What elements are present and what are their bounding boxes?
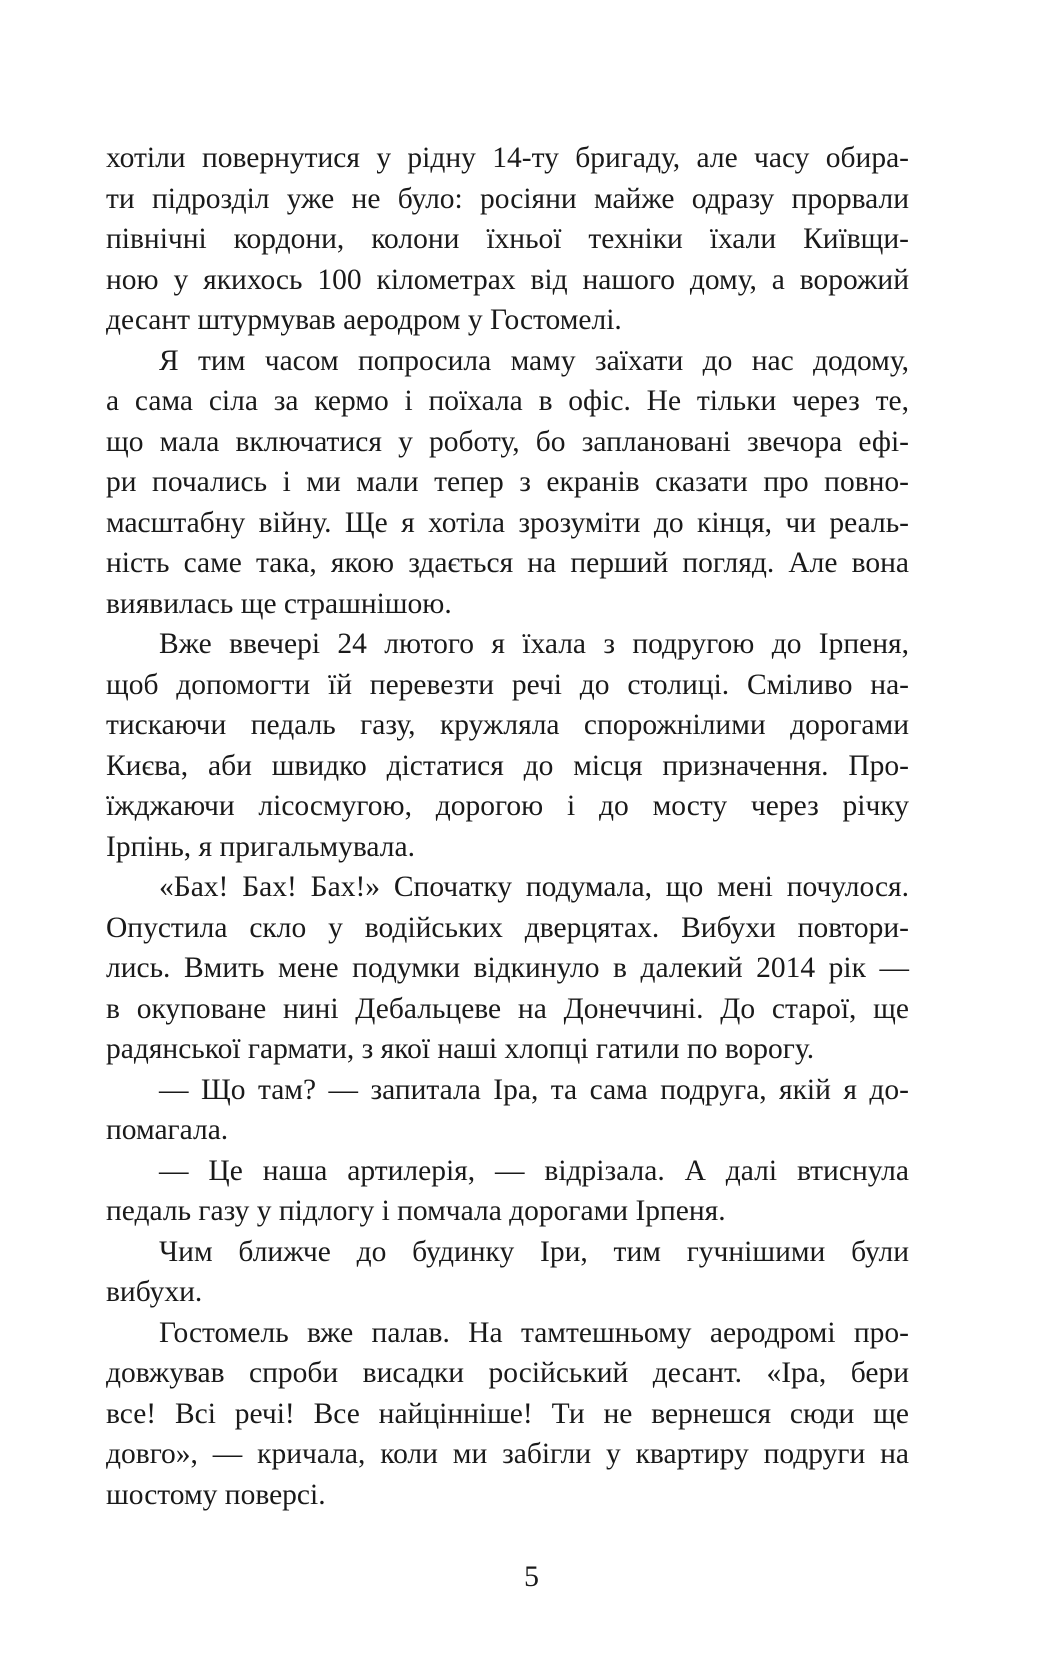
body-text <box>106 138 909 1515</box>
text-line: щоб допомогти їй перевезти речі до столиці. Сміливо на- <box>106 668 909 701</box>
text-line: Гостомель вже палав. На тамтешньому аеродромі про- <box>159 1316 909 1349</box>
text-line: Чим ближче до будинку Іри, тим гучнішими були <box>159 1235 909 1268</box>
text-line: Києва, аби швидко дістатися до місця призначення. Про- <box>106 749 909 782</box>
text-line: десант штурмував аеродром у Гостомелі. <box>106 304 622 336</box>
text-line: Ірпінь, я пригальмувала. <box>106 830 415 863</box>
page-number: 5 <box>524 1560 539 1593</box>
text-line: Опустила скло у водійських дверцятах. Вибухи повтори- <box>106 911 909 944</box>
text-line: шостому поверсі. <box>106 1478 326 1511</box>
text-line: педаль газу у підлогу і помчала дорогами Ірпеня. <box>106 1195 726 1227</box>
text-line: масштабну війну. Ще я хотіла зрозуміти до кінця, чи реаль- <box>106 506 909 539</box>
text-line: — Що там? — запитала Іра, та сама подруга, якій я до- <box>159 1073 909 1106</box>
text-line: їжджаючи лісосмугою, дорогою і до мосту через річку <box>106 790 909 822</box>
text-line: північні кордони, колони їхньої техніки їхали Київщи- <box>106 223 909 255</box>
text-line: Я тим часом попросила маму заїхати до нас додому, <box>159 344 909 377</box>
text-line: вибухи. <box>106 1276 203 1308</box>
text-line: виявилась ще страшнішою. <box>106 587 452 620</box>
text-line: «Бах! Бах! Бах!» Спочатку подумала, що мені почулося. <box>159 871 909 903</box>
text-line: довжував спроби висадки російський десант. «Іра, бери <box>106 1357 909 1389</box>
text-line: — Це наша артилерія, — відрізала. А далі втиснула <box>159 1154 909 1187</box>
text-line: ною у якихось 100 кілометрах від нашого дому, а ворожий <box>106 263 909 296</box>
text-line: тискаючи педаль газу, кружляла спорожнілими дорогами <box>106 709 909 741</box>
text-line: що мала включатися у роботу, бо заплановані звечора ефі- <box>106 425 909 458</box>
text-line: хотіли повернутися у рідну 14-ту бригаду, але часу обира- <box>106 142 909 174</box>
text-line: радянської гармати, з якої наші хлопці гатили по ворогу. <box>106 1033 815 1065</box>
text-line: помагала. <box>106 1114 229 1146</box>
text-line: все! Всі речі! Все найцінніше! Ти не вернешся сюди ще <box>106 1397 909 1430</box>
text-line: Вже ввечері 24 лютого я їхала з подругою до Ірпеня, <box>159 628 909 660</box>
text-line: ти підрозділ уже не було: росіяни майже одразу прорвали <box>106 182 909 215</box>
text-line: в окуповане нині Дебальцеве на Донеччині. До старої, ще <box>106 992 909 1025</box>
text-line: ність саме така, якою здається на перший погляд. Але вона <box>106 547 909 579</box>
text-line: довго», — кричала, коли ми забігли у квартиру подруги на <box>106 1438 909 1470</box>
text-line: а сама сіла за кермо і поїхала в офіс. Не тільки через те, <box>106 385 909 417</box>
text-line: ри почались і ми мали тепер з екранів сказати про повно- <box>106 466 909 498</box>
text-line: лись. Вмить мене подумки відкинуло в далекий 2014 рік — <box>106 952 909 984</box>
